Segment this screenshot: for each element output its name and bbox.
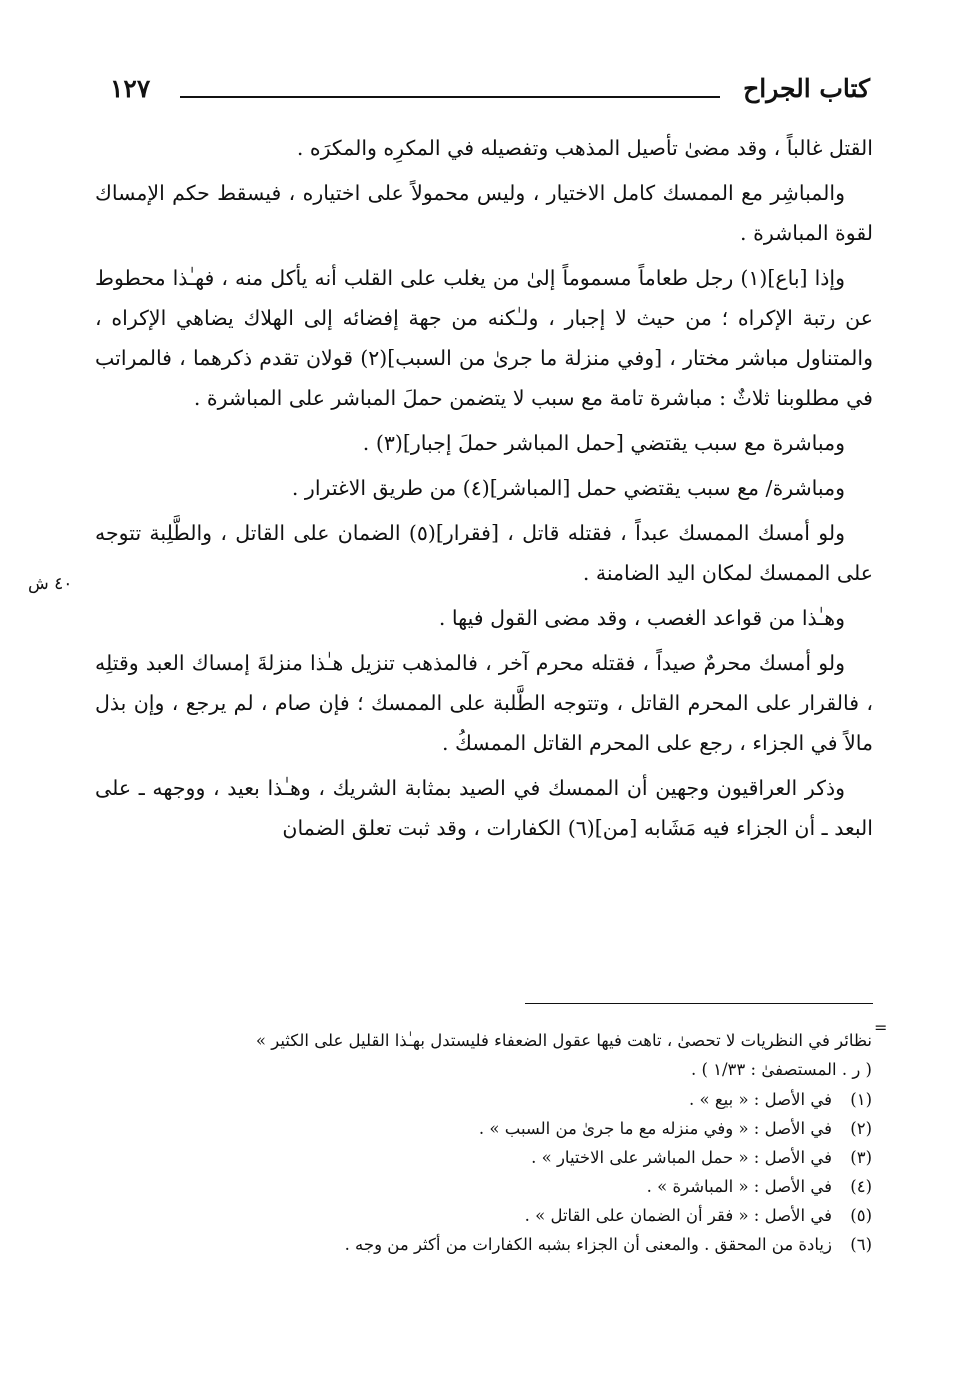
paragraph: ولو أمسك الممسك عبداً ، فقتله قاتل ، [فقرار](٥) الضمان على القاتل ، والطَّلِبة تتوجه على الممسك لمكان اليد الضامنة . xyxy=(95,521,873,585)
footnote-text: في الأصل : « المباشرة » . xyxy=(646,1177,832,1196)
footnote-number: (٤) xyxy=(850,1177,872,1196)
margin-note: ٤٠ ش xyxy=(28,574,73,594)
main-text xyxy=(95,128,873,853)
footnote-text: زيادة من المحقق . والمعنى أن الجزاء بشبه الكفارات من أكثر من وجه . xyxy=(344,1235,832,1254)
page-number: ١٢٧ xyxy=(110,74,151,103)
footnote xyxy=(250,1114,872,1143)
footnote xyxy=(250,1172,872,1201)
footnote-number: (١) xyxy=(850,1090,872,1109)
paragraph: والمباشِر مع الممسك كامل الاختيار ، وليس محمولاً على اختياره ، فيسقط حكم الإمساك لقوة المباشرة . xyxy=(95,181,873,245)
footnote-number: (٣) xyxy=(850,1148,872,1167)
footnote-text: في الأصل : « بيع » . xyxy=(689,1090,832,1109)
footnote-number: (٦) xyxy=(850,1235,872,1254)
footnote xyxy=(250,1201,872,1230)
header-rule xyxy=(180,96,720,98)
footnote-number: (٢) xyxy=(850,1119,872,1138)
paragraph: ولو أمسك محرمٌ صيداً ، فقتله محرم آخر ، فالمذهب تنزيل هـٰذا منزلةَ إمساك العبد وقتلِه ، فالقرار على المحرم القاتل ، وتتوجه الطَّلبة على الممسك ؛ فإن صام ، لم يرجع ، وإن بذل مالاً في الجزاء ، رجع على المحرم القاتل الممسكُ . xyxy=(95,651,873,755)
paragraph: وهـٰذا من قواعد الغصب ، وقد مضى القول فيها . xyxy=(438,606,845,630)
paragraph: القتل غالباً ، وقد مضىٰ تأصيل المذهب وتفصيله في المكرِه والمكرَه . xyxy=(296,136,873,160)
footnote-continuation: نظائر في النظريات لا تحصىٰ ، تاهت فيها عقول الضعفاء فليستدل بهـٰذا القليل على الكثير » ( ر . المستصفىٰ : ١/٣٣ ) . xyxy=(255,1031,872,1079)
footnote-number: (٥) xyxy=(850,1206,872,1225)
footnote-divider xyxy=(525,1003,873,1004)
footnote xyxy=(250,1230,872,1259)
paragraph: ومباشرة مع سبب يقتضي [حمل المباشر حملَ إجبار](٣) . xyxy=(362,431,845,455)
footnote-continuation-mark: = xyxy=(874,1018,888,1037)
running-header xyxy=(110,72,870,116)
chapter-title: كتاب الجراح xyxy=(743,74,870,103)
paragraph: وذكر العراقيون وجهين أن الممسك في الصيد بمثابة الشريك ، وهـٰذا بعيد ، ووجهه ـ على البعد ـ أن الجزاء فيه مَشَابه [من](٦) الكفارات ، وقد ثبت تعلق الضمان xyxy=(95,776,873,840)
footnote xyxy=(250,1085,872,1114)
footnotes xyxy=(250,1026,872,1259)
paragraph: وإذا [باع](١) رجل طعاماً مسموماً إلىٰ من يغلب على القلب أنه يأكل منه ، فهـٰذا محطوط عن رتبة الإكراه ؛ من حيث لا إجبار ، ولـٰكنه من جهة إفضائه إلى الهلاك يضاهي الإكراه ، والمتناول مباشر مختار ، [وفي منزلة ما جرىٰ من السبب](٢) قولان تقدم ذكرهما ، فالمراتب في مطلوبنا ثلاثٌ : مباشرة تامة مع سبب لا يتضمن حملَ المباشر على المباشرة . xyxy=(95,266,873,410)
footnote-text: في الأصل : « وفي منزله مع ما جرىٰ من السبب » . xyxy=(478,1119,832,1138)
footnote-text: في الأصل : « فقر أن الضمان على القاتل » . xyxy=(524,1206,832,1225)
paragraph: ومباشرة/ مع سبب يقتضي حمل [المباشر](٤) من طريق الاغترار . xyxy=(291,476,845,500)
footnote-text: في الأصل : « حمل المباشر على الاختيار » . xyxy=(531,1148,832,1167)
footnote xyxy=(250,1143,872,1172)
